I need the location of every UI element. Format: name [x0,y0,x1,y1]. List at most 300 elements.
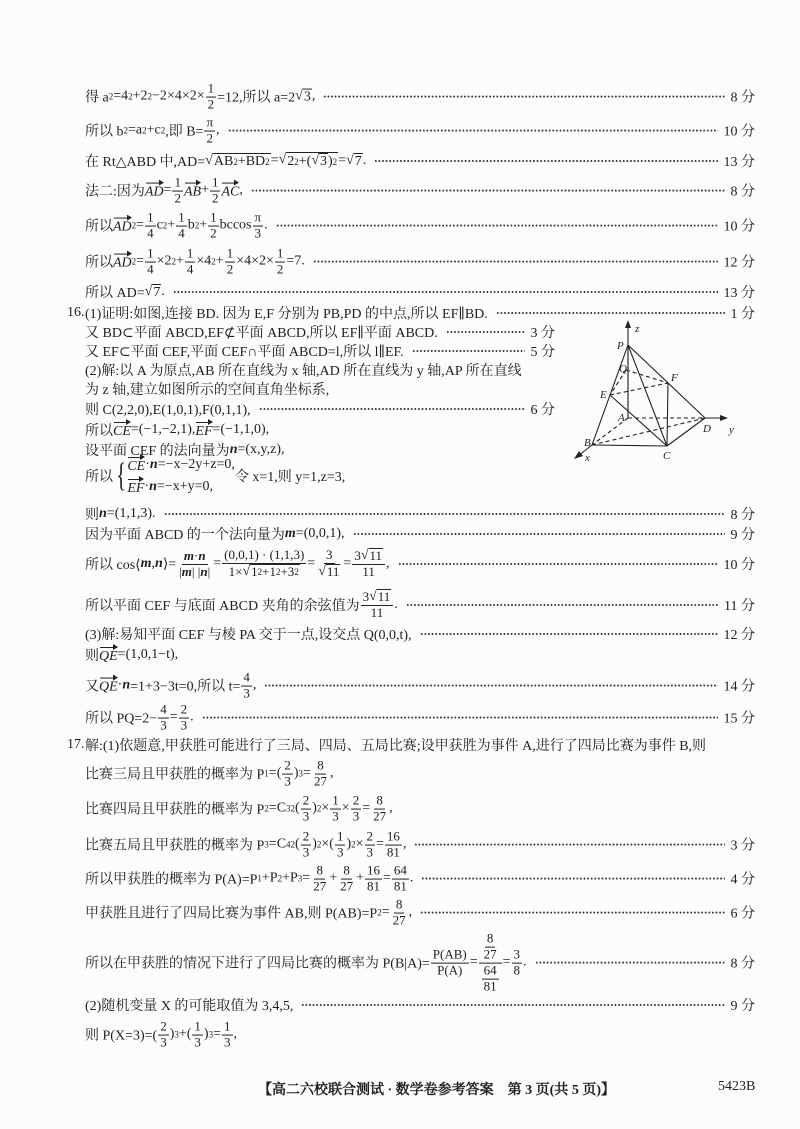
dot-leader [420,911,724,915]
vector: CE [113,420,131,440]
text-run: = [270,153,279,168]
text-run: =(x,y,z), [237,442,285,457]
text-run: 2 [226,261,234,277]
text-run: 1 [210,209,217,225]
superscript: 2 [131,257,137,267]
fraction [210,176,221,207]
label-y: y [729,424,734,436]
answer-line [85,360,555,380]
answer-line [85,864,755,895]
radical-sign: √ [144,283,153,299]
math-group [251,565,299,580]
numerator [158,703,169,719]
text-run: 3 [354,547,361,563]
answer-line [85,524,755,544]
denominator [222,1036,233,1051]
numerator [176,211,187,227]
text-run: 4 [243,669,250,685]
fraction [206,82,217,113]
text-run: , [252,678,257,693]
line-content [85,524,345,544]
text-run: π [206,114,214,130]
denominator [512,964,523,979]
subscript: 1 [264,769,269,779]
numerator [335,830,346,846]
text-run: P(A) [437,962,463,978]
text-run: 3 [332,808,339,824]
axis-arrows [574,320,728,459]
text-run: . [190,710,194,725]
label-D: D [703,423,711,435]
line-content [85,932,527,995]
text-run: 1× [228,563,243,579]
fraction [172,176,183,207]
text-run: = [136,254,145,269]
bold-vector: n [155,556,163,571]
line-content [85,176,243,207]
question-number: 16. [67,305,85,320]
bold-vector: n [198,547,206,563]
text-run: 3 [243,685,250,701]
pyramid-figure [565,318,760,468]
text-run: 所以平面 CEF 与底面 ABCD 夹角的余弦值为 [85,599,360,614]
numerator [392,864,409,880]
text-run: 因为平面 ABCD 的一个法向量为 [85,528,285,543]
text-run: 81 [386,844,400,860]
superscript: 3 [208,1030,214,1040]
text-run: +1 [262,564,276,579]
text-run: 3 [326,546,333,562]
text-run: = [163,183,172,198]
numerator [512,948,523,964]
fraction [222,548,306,580]
superscript: 2 [332,156,338,167]
denominator [391,914,408,929]
text-run: + [329,871,338,886]
text-run: 甲获胜且进行了四局比赛为事件 AB,则 P(AB)=P [85,907,378,922]
fraction [479,932,502,995]
numerator [158,1020,169,1036]
subscript: 1 [257,874,262,884]
numerator [145,211,156,227]
answer-line [85,420,555,440]
denominator [385,846,402,861]
denominator [158,1036,169,1051]
text-run: = [303,766,311,781]
answer-line [85,671,755,702]
answer-line [85,898,755,929]
subscript: 3 [264,840,269,850]
text-run: ×4×2× [236,254,274,269]
text-run: 3 [254,225,262,241]
numerator [225,247,236,263]
text-run: ) [293,766,299,781]
text-run: ) [346,837,352,852]
text-run: =(−1,−2,1), [130,422,196,437]
text-run: 64 [393,862,407,878]
text-run: 比赛三局且甲获胜的概率为 P [85,768,265,783]
text-run: 11 [369,548,383,564]
fraction [145,211,156,242]
score-label: 8 分 [730,185,755,200]
radicand [213,153,271,170]
subscript: 3 [286,804,291,814]
square-root [311,153,328,170]
fraction [312,759,329,790]
text-run: + [356,871,364,886]
answer-line [85,151,755,171]
numerator [208,211,219,227]
score-label: 12 分 [723,628,755,643]
text-run: = [213,556,222,571]
label-E: E [600,389,607,401]
numerator [222,1020,233,1036]
dot-leader [259,407,525,411]
text-run: | [179,563,182,579]
label-C: C [663,450,671,462]
dot-leader [446,330,525,334]
numerator [352,548,385,565]
denominator [351,810,362,825]
fraction [204,116,215,147]
numerator [301,794,312,810]
text-run: × [321,801,330,816]
math-group [363,589,392,605]
numerator [172,176,183,192]
fraction [365,864,382,895]
text-run: 11 [362,564,375,580]
score-label: 11 分 [724,599,755,614]
square-root [318,564,340,580]
fraction [351,794,362,825]
fraction [282,759,293,790]
answer-line [85,624,755,644]
text-run: 2 [211,190,219,206]
denominator [482,948,499,963]
superscript: 2 [123,126,128,136]
label-x: x [585,452,590,464]
numerator [485,932,496,948]
text-run: × [341,801,350,816]
square-root [279,152,339,170]
text-run: 3 [160,717,167,733]
text-run: +P [261,871,278,886]
score-label: 13 分 [723,286,755,301]
fraction [392,864,409,895]
text-run: 64 [483,962,497,978]
line-content [85,864,413,895]
numerator [482,964,499,980]
radicand [286,152,338,170]
line-content [85,360,522,380]
answer-line [85,211,755,242]
answer-line [85,645,755,665]
answer-line [85,176,755,207]
fraction [365,830,376,861]
line-content [85,995,293,1015]
square-root [369,589,391,605]
text-run: 2 [160,1018,167,1034]
text-run: 3 [336,844,344,860]
denominator [176,227,187,242]
dot-leader [301,1003,724,1007]
text-run: 3 [194,1034,201,1050]
denominator [392,880,409,895]
numerator [330,794,341,810]
text-run: P(AB) [432,946,467,962]
text-run: ) [169,1027,175,1042]
denominator [365,846,376,861]
text-run: 所以甲获胜的概率为 P(A)=P [85,873,258,888]
text-run: ) [203,1027,209,1042]
text-run: 3 [180,717,188,733]
dot-leader [264,684,717,688]
text-run: 所以 [85,424,113,439]
text-run: | [207,563,211,579]
fraction [158,1020,169,1051]
text-run: 4 [186,261,194,277]
numerator [185,247,196,263]
text-run: 4 [147,225,154,241]
text-run: 8 [513,962,521,978]
text-run: 所以 [85,220,113,235]
score-label: 3 分 [530,326,555,341]
text-run: +( [298,153,312,169]
text-run: (0,0,1) · (1,1,3) [224,546,305,562]
text-run: + [201,183,209,198]
text-run: = [502,955,511,970]
text-run: , [151,556,156,571]
answer-line [85,703,755,734]
line-content [85,794,393,825]
fraction [225,247,236,278]
text-run: ,即 B= [165,125,204,140]
label-Q: Q [619,363,627,375]
text-run: 4 [178,225,185,241]
fraction [222,1020,233,1051]
text-run: , [389,801,393,816]
radicand [369,548,384,564]
score-label: 4 分 [730,873,755,888]
score-label: 8 分 [730,957,755,972]
text-run: 1 [211,174,219,190]
score-label: 6 分 [530,403,555,418]
label-z: z [635,323,640,335]
denominator [145,263,156,278]
text-run: ) [328,153,333,169]
text-run: 比赛五局且甲获胜的概率为 P [85,839,265,854]
text-run: 2 [210,225,217,241]
vector: EF [127,477,144,497]
score-label: 14 分 [723,680,755,695]
text-run: =−x+y=0, [156,479,213,494]
superscript: 2 [290,804,296,814]
line-content [85,548,390,580]
square-root [242,564,299,580]
line-content [85,1020,237,1051]
dot-leader [535,961,725,965]
text-run: ( [295,801,300,816]
text-run: + [175,254,184,269]
fraction [177,549,212,580]
line-content [85,589,398,621]
superscript: 2 [171,257,176,267]
text-run: = [376,837,384,852]
bold-vector: m [183,547,194,563]
denominator [482,979,499,994]
numerator [222,548,306,564]
denominator [312,775,329,790]
label-F: F [671,372,678,384]
numerator [179,703,190,719]
denominator [369,606,386,621]
line-content [85,211,268,242]
text-run: 27 [340,878,354,894]
score-label: 15 分 [723,712,755,727]
text-run: 16 [367,862,380,878]
vector: AC [221,181,239,201]
answer-line [85,548,755,580]
math-group [287,153,337,170]
superscript: 2 [275,567,281,578]
text-run: . [409,871,414,886]
text-run: 2 [174,190,181,206]
text-run: =4 [113,89,129,104]
text-run: 3 [302,808,310,824]
denominator [172,192,183,207]
line-content [85,455,345,497]
text-run: = [302,871,311,886]
text-run: 1 [178,209,185,225]
line-content [85,504,156,524]
text-run: =7. [286,254,305,269]
line-content [85,898,412,929]
text-run: 2 [302,828,310,844]
superscript: 2 [351,840,356,850]
text-run: 所以 AD= [85,286,145,301]
text-run: 解:(1)依题意,甲获胜可能进行了三局、四局、五局比赛;设甲获胜为事件 A,进行了四局比赛为事件 B,则 [85,739,707,754]
dot-leader [202,716,718,720]
dot-leader [313,260,718,264]
bold-vector: m [140,556,152,571]
fraction [145,247,156,278]
text-run: +BD [237,153,266,169]
vector: AB [184,181,201,201]
text-run: ×4 [196,254,212,269]
bold-vector: n [122,678,131,693]
text-run: , [329,766,334,781]
text-run: 2 [352,792,360,808]
score-label: 10 分 [723,125,755,140]
fraction [301,830,312,861]
text-run: 4 [160,701,167,717]
question-number: 17. [67,737,85,752]
text-run: b [187,218,195,233]
text-run: =C [268,837,287,852]
text-run: +3 [280,564,295,579]
text-run: 11 [326,564,340,579]
answer-line [67,735,755,755]
text-run: c [156,218,163,233]
line-content [85,341,404,361]
fraction [335,830,346,861]
answer-line [85,794,755,825]
numerator [210,176,221,192]
line-content [85,703,194,734]
numerator [341,864,352,880]
answer-line [85,932,755,995]
denominator [192,1036,203,1051]
math-group [481,964,500,995]
text-run: 所以 [85,256,113,271]
radicand [250,564,300,580]
text-run: 8 [486,930,494,946]
radicand [326,564,341,580]
text-run: · [117,678,123,693]
text-run: −2×4×2× [152,89,205,104]
superscript: 2 [265,156,270,167]
subscript: 4 [286,840,291,850]
square-root [346,153,363,170]
score-label: 3 分 [730,839,755,854]
text-run: 则 C(2,2,0),E(1,0,1),F(0,1,1), [85,403,251,418]
denominator [330,810,341,825]
score-label: 9 分 [730,999,755,1014]
fraction [185,247,196,278]
bold-vector: m [181,563,192,579]
numerator [365,864,382,880]
superscript: 2 [162,221,168,231]
math-group [179,565,210,580]
text-run: = [338,153,347,168]
bold-vector: n [99,506,107,521]
text-run: , [216,123,220,138]
fraction [482,932,499,963]
text-run: + [199,218,208,233]
text-run: 3 [362,588,370,604]
label-P: P [617,340,624,352]
line-content [85,82,315,113]
answer-line [85,995,755,1015]
square-root [205,153,270,170]
numerator [365,830,376,846]
label-B: B [584,437,591,449]
text-run: = [469,955,478,970]
text-run: , [233,1027,237,1042]
text-run: 8 [316,862,323,878]
text-run: . [523,955,527,970]
fraction [208,211,219,242]
text-run: +P [282,871,298,886]
text-run: 又 EF⊂平面 CEF,平面 CEF∩平面 ABCD=l,所以 l∥EF. [85,345,404,360]
text-run: 3 [224,1034,231,1050]
denominator [208,227,219,242]
vector: AD [145,181,164,201]
text-run: | | [191,563,201,579]
text-run: = [213,1027,221,1042]
text-run: ×( [321,837,334,852]
text-run: 3 [320,154,327,169]
denominator [253,227,264,242]
radical-sign: √ [360,547,369,563]
text-run: 2 [206,130,213,146]
text-run: 在 Rt△ABD 中,AD= [85,155,206,170]
text-run: 2 [287,153,295,169]
text-run: =(−1,1,0), [212,422,270,437]
denominator [311,880,328,895]
text-run: 7 [153,284,161,300]
text-run: AB [213,153,234,169]
